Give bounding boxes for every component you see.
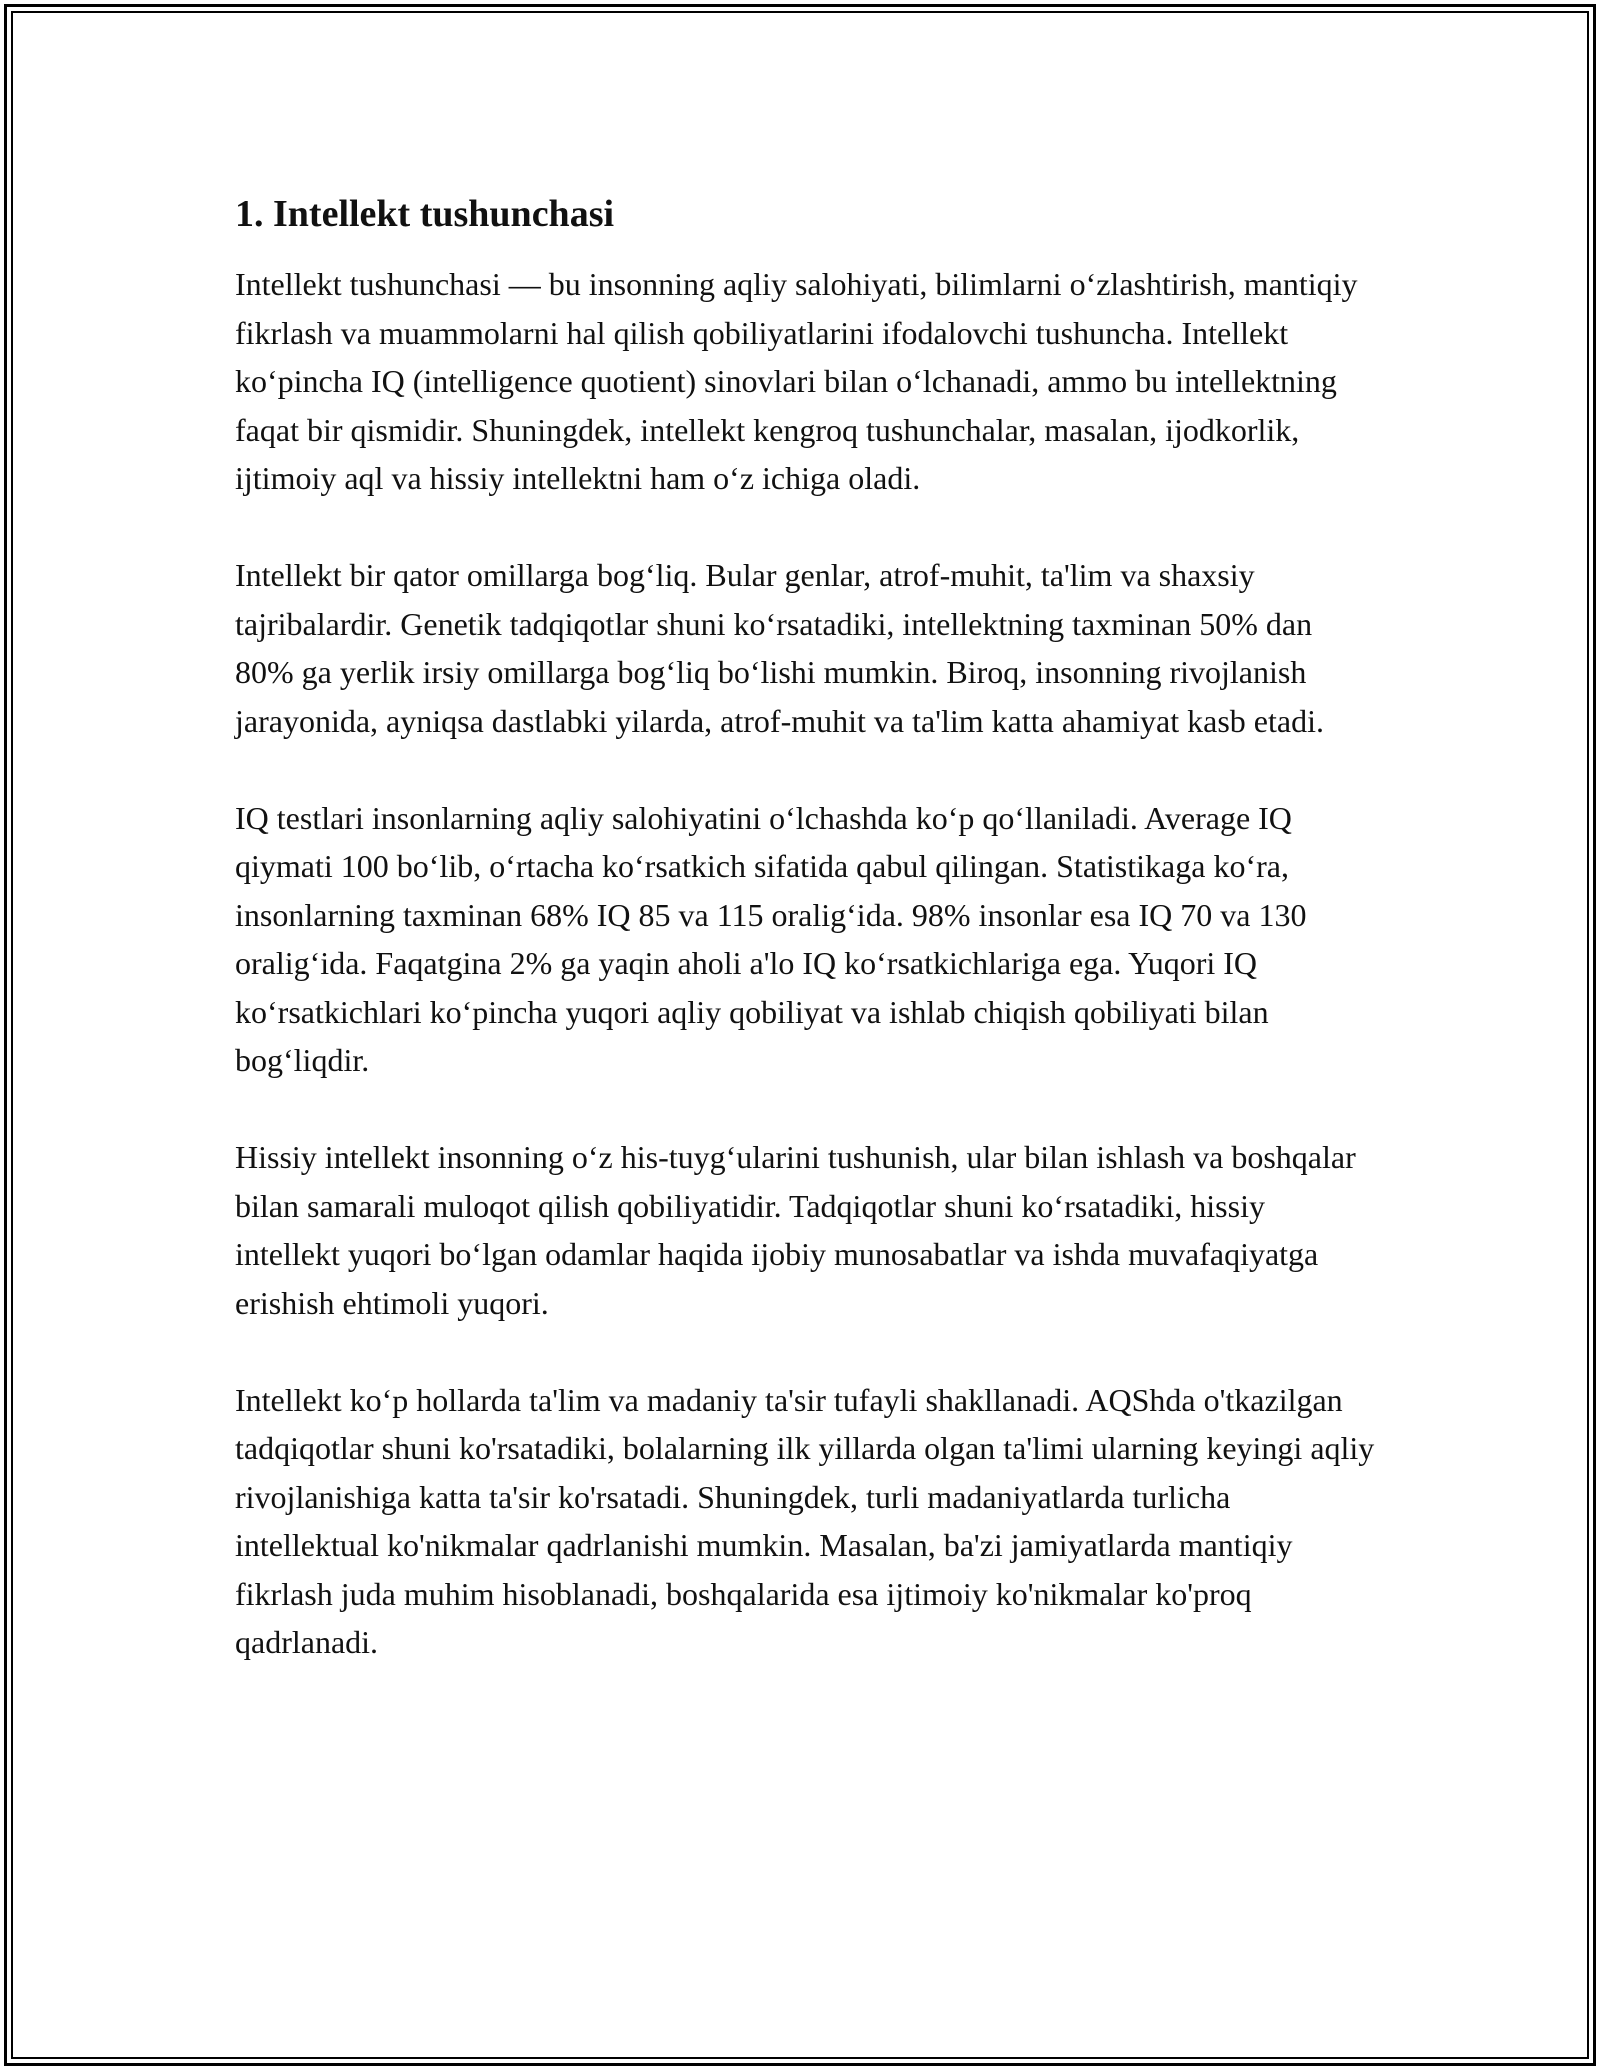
paragraph-emotional-intelligence: Hissiy intellekt insonning o‘z his-tuyg‘ularini tushunish, ular bilan ishlash va boshqalar bilan samarali muloqot qilish qobiliyatidir. Tadqiqotlar shuni ko‘rsatadiki, hissiy intellekt yuqori bo‘lgan odamlar haqida ijobiy munosabatlar va ishda muvafaqiyatga erishish ehtimoli yuqori.	[235, 1139, 1356, 1321]
paragraph-iq-tests: IQ testlari insonlarning aqliy salohiyatini o‘lchashda ko‘p qo‘llaniladi. Average IQ qiymati 100 bo‘lib, o‘rtacha ko‘rsatkich sifatida qabul qilingan. Statistikaga ko‘ra, insonlarning taxminan 68% IQ 85 va 115 oralig‘ida. 98% insonlar esa IQ 70 va 130 oralig‘ida. Faqatgina 2% ga yaqin aholi a'lo IQ ko‘rsatkichlariga ega. Yuqori IQ ko‘rsatkichlari ko‘pincha yuqori aqliy qobiliyat va ishlab chiqish qobiliyati bilan bog‘liqdir.	[235, 799, 1307, 1078]
document-body	[235, 180, 1375, 1667]
paragraph-education-culture: Intellekt ko‘p hollarda ta'lim va madaniy ta'sir tufayli shakllanadi. AQShda o'tkazilgan tadqiqotlar shuni ko'rsatadiki, bolalarning ilk yillarda olgan ta'limi ularning keyingi aqliy rivojlanishiga katta ta'sir ko'rsatadi. Shuningdek, turli madaniyatlarda turlicha intellektual ko'nikmalar qadrlanishi mumkin. Masalan, ba'zi jamiyatlarda mantiqiy fikrlash juda muhim hisoblanadi, boshqalarida esa ijtimoiy ko'nikmalar ko'proq qadrlanadi.	[235, 1381, 1375, 1660]
paragraph-intellect-factors: Intellekt bir qator omillarga bog‘liq. Bular genlar, atrof-muhit, ta'lim va shaxsiy tajribalardir. Genetik tadqiqotlar shuni ko‘rsatadiki, intellektning taxminan 50% dan 80% ga yerlik irsiy omillarga bog‘liq bo‘lishi mumkin. Biroq, insonning rivojlanish jarayonida, ayniqsa dastlabki yilarda, atrof-muhit va ta'lim katta ahamiyat kasb etadi.	[235, 557, 1324, 739]
section-heading: 1. Intellekt tushunchasi	[235, 193, 615, 235]
paragraph-intellect-definition: Intellekt tushunchasi — bu insonning aqliy salohiyati, bilimlarni o‘zlashtirish, mantiqiy fikrlash va muammolarni hal qilish qobiliyatlarini ifodalovchi tushuncha. Intellekt ko‘pincha IQ (intelligence quotient) sinovlari bilan o‘lchanadi, ammo bu intellektning faqat bir qismidir. Shuningdek, intellekt kengroq tushunchalar, masalan, ijodkorlik, ijtimoiy aql va hissiy intellektni ham o‘z ichiga oladi.	[235, 266, 1358, 496]
